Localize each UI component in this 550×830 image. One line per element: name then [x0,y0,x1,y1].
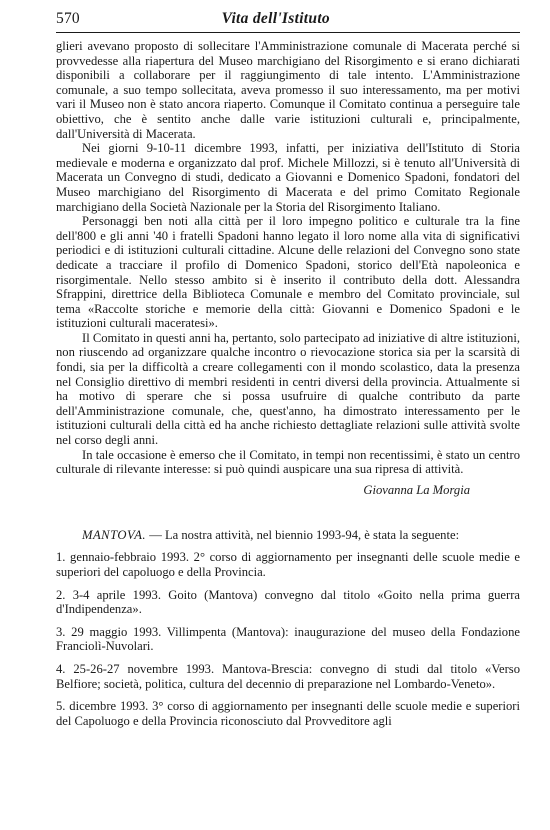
list-item: 2. 3-4 aprile 1993. Goito (Mantova) convegno dal titolo «Goito nella prima guerra d'Indipendenza». [56,587,520,617]
activity-list [56,550,520,728]
signature: Giovanna La Morgia [363,482,470,497]
list-item: 1. gennaio-febbraio 1993. 2° corso di aggiornamento per insegnanti delle scuole medie e superiori del capoluogo e della Provincia. [56,550,520,579]
paragraph-spadoni: Personaggi ben noti alla città per il loro impegno politico e culturale tra la fine dell'800 e gli anni '40 i fratelli Spadoni hanno legato il loro nome alla vita di significativi periodici e di istituzioni culturali cittadine. Alcune delle relazioni del Convegno sono state dedicate a tracciare il profilo di Domenico Spadoni, storico dell'Età napoleonica e risorgimentale. Nello stesso ambito si è inserito il contributo della dott. Alessandra Sfrappini, direttrice della Biblioteca Comunale e membro del Comitato provinciale, sul tema «Raccolte storiche e memorie della città: Giovanni e Domenico Spadoni e le istituzioni culturali maceratesi». [56,214,520,331]
paragraph-comitato: Il Comitato in questi anni ha, pertanto, solo partecipato ad iniziative di altre istituzioni, non riuscendo ad organizzare qualche incontro o rievocazione storica sia per la scarsità di fondi, sia per la difficoltà a creare collegamenti con il mondo scolastico, data la presenza nel Consiglio direttivo di membri residenti in centri diversi della provincia. Attualmente si ha motivo di sperare che si possa usufruire di qualche contributo da parte dell'Amministrazione comunale, che, quest'anno, ha dimostrato interessamento per le istituzioni culturali della città ed ha anche richiesto dettagliate relazioni sulle attività svolte nel corso degli anni. [56,330,520,448]
section-heading [56,528,520,543]
running-title: Vita dell'Istituto [221,10,330,27]
list-item: 4. 25-26-27 novembre 1993. Mantova-Brescia: convegno di studi dal titolo «Verso Belfiore; società, politica, cultura del decennio di preparazione nel Lombardo-Veneto». [56,661,520,691]
page-header [56,10,520,30]
paragraph-convegno: Nei giorni 9-10-11 dicembre 1993, infatti, per iniziativa dell'Istituto di Storia medievale e moderna e organizzato dal prof. Michele Millozzi, si è tenuto all'Università di Macerata un Convegno di studi, dedicato a Giovanni e Domenico Spadoni, fondatori del Museo marchigiano del Risorgimento di Macerata e del primo Comitato Regionale marchigiano della Società Nazionale per la Storia del Risorgimento Italiano. [56,141,520,214]
section-name: MANTOVA. [82,527,147,542]
list-item: 3. 29 maggio 1993. Villimpenta (Mantova): inaugurazione del museo della Fondazione Franciolì-Nuvolari. [56,624,520,654]
paragraph-continuation: glieri avevano proposto di sollecitare l'Amministrazione comunale di Macerata perché si provvedesse alla riapertura del Museo marchigiano del Risorgimento e si erano dichiarati disponibili a collaborare per il raggiungimento di tale intento. L'Amministrazione comunale, a suo tempo sollecitata, aveva promesso il suo interessamento, ma per motivi vari il Museo non è stato ancora riaperto. Comunque il Comitato continua a perseguire tale obiettivo, che è sentito anche dalle varie istituzioni culturali e, principalmente, dall'Università di Macerata. [56,39,520,141]
header-rule [56,32,520,33]
section-gap [56,498,520,528]
list-item: 5. dicembre 1993. 3° corso di aggiornamento per insegnanti delle scuole medie e superiori del Capoluogo e della Provincia riconosciuto dal Provveditore agli [56,699,520,728]
section-intro: — La nostra attività, nel biennio 1993-94, è stata la seguente: [146,527,460,542]
paragraph-occasione: In tale occasione è emerso che il Comitato, in tempi non recentissimi, è stato un centro culturale di rilevante interesse: si può quindi auspicare una sua ripresa di attività. [56,447,520,477]
page-number: 570 [56,10,80,27]
